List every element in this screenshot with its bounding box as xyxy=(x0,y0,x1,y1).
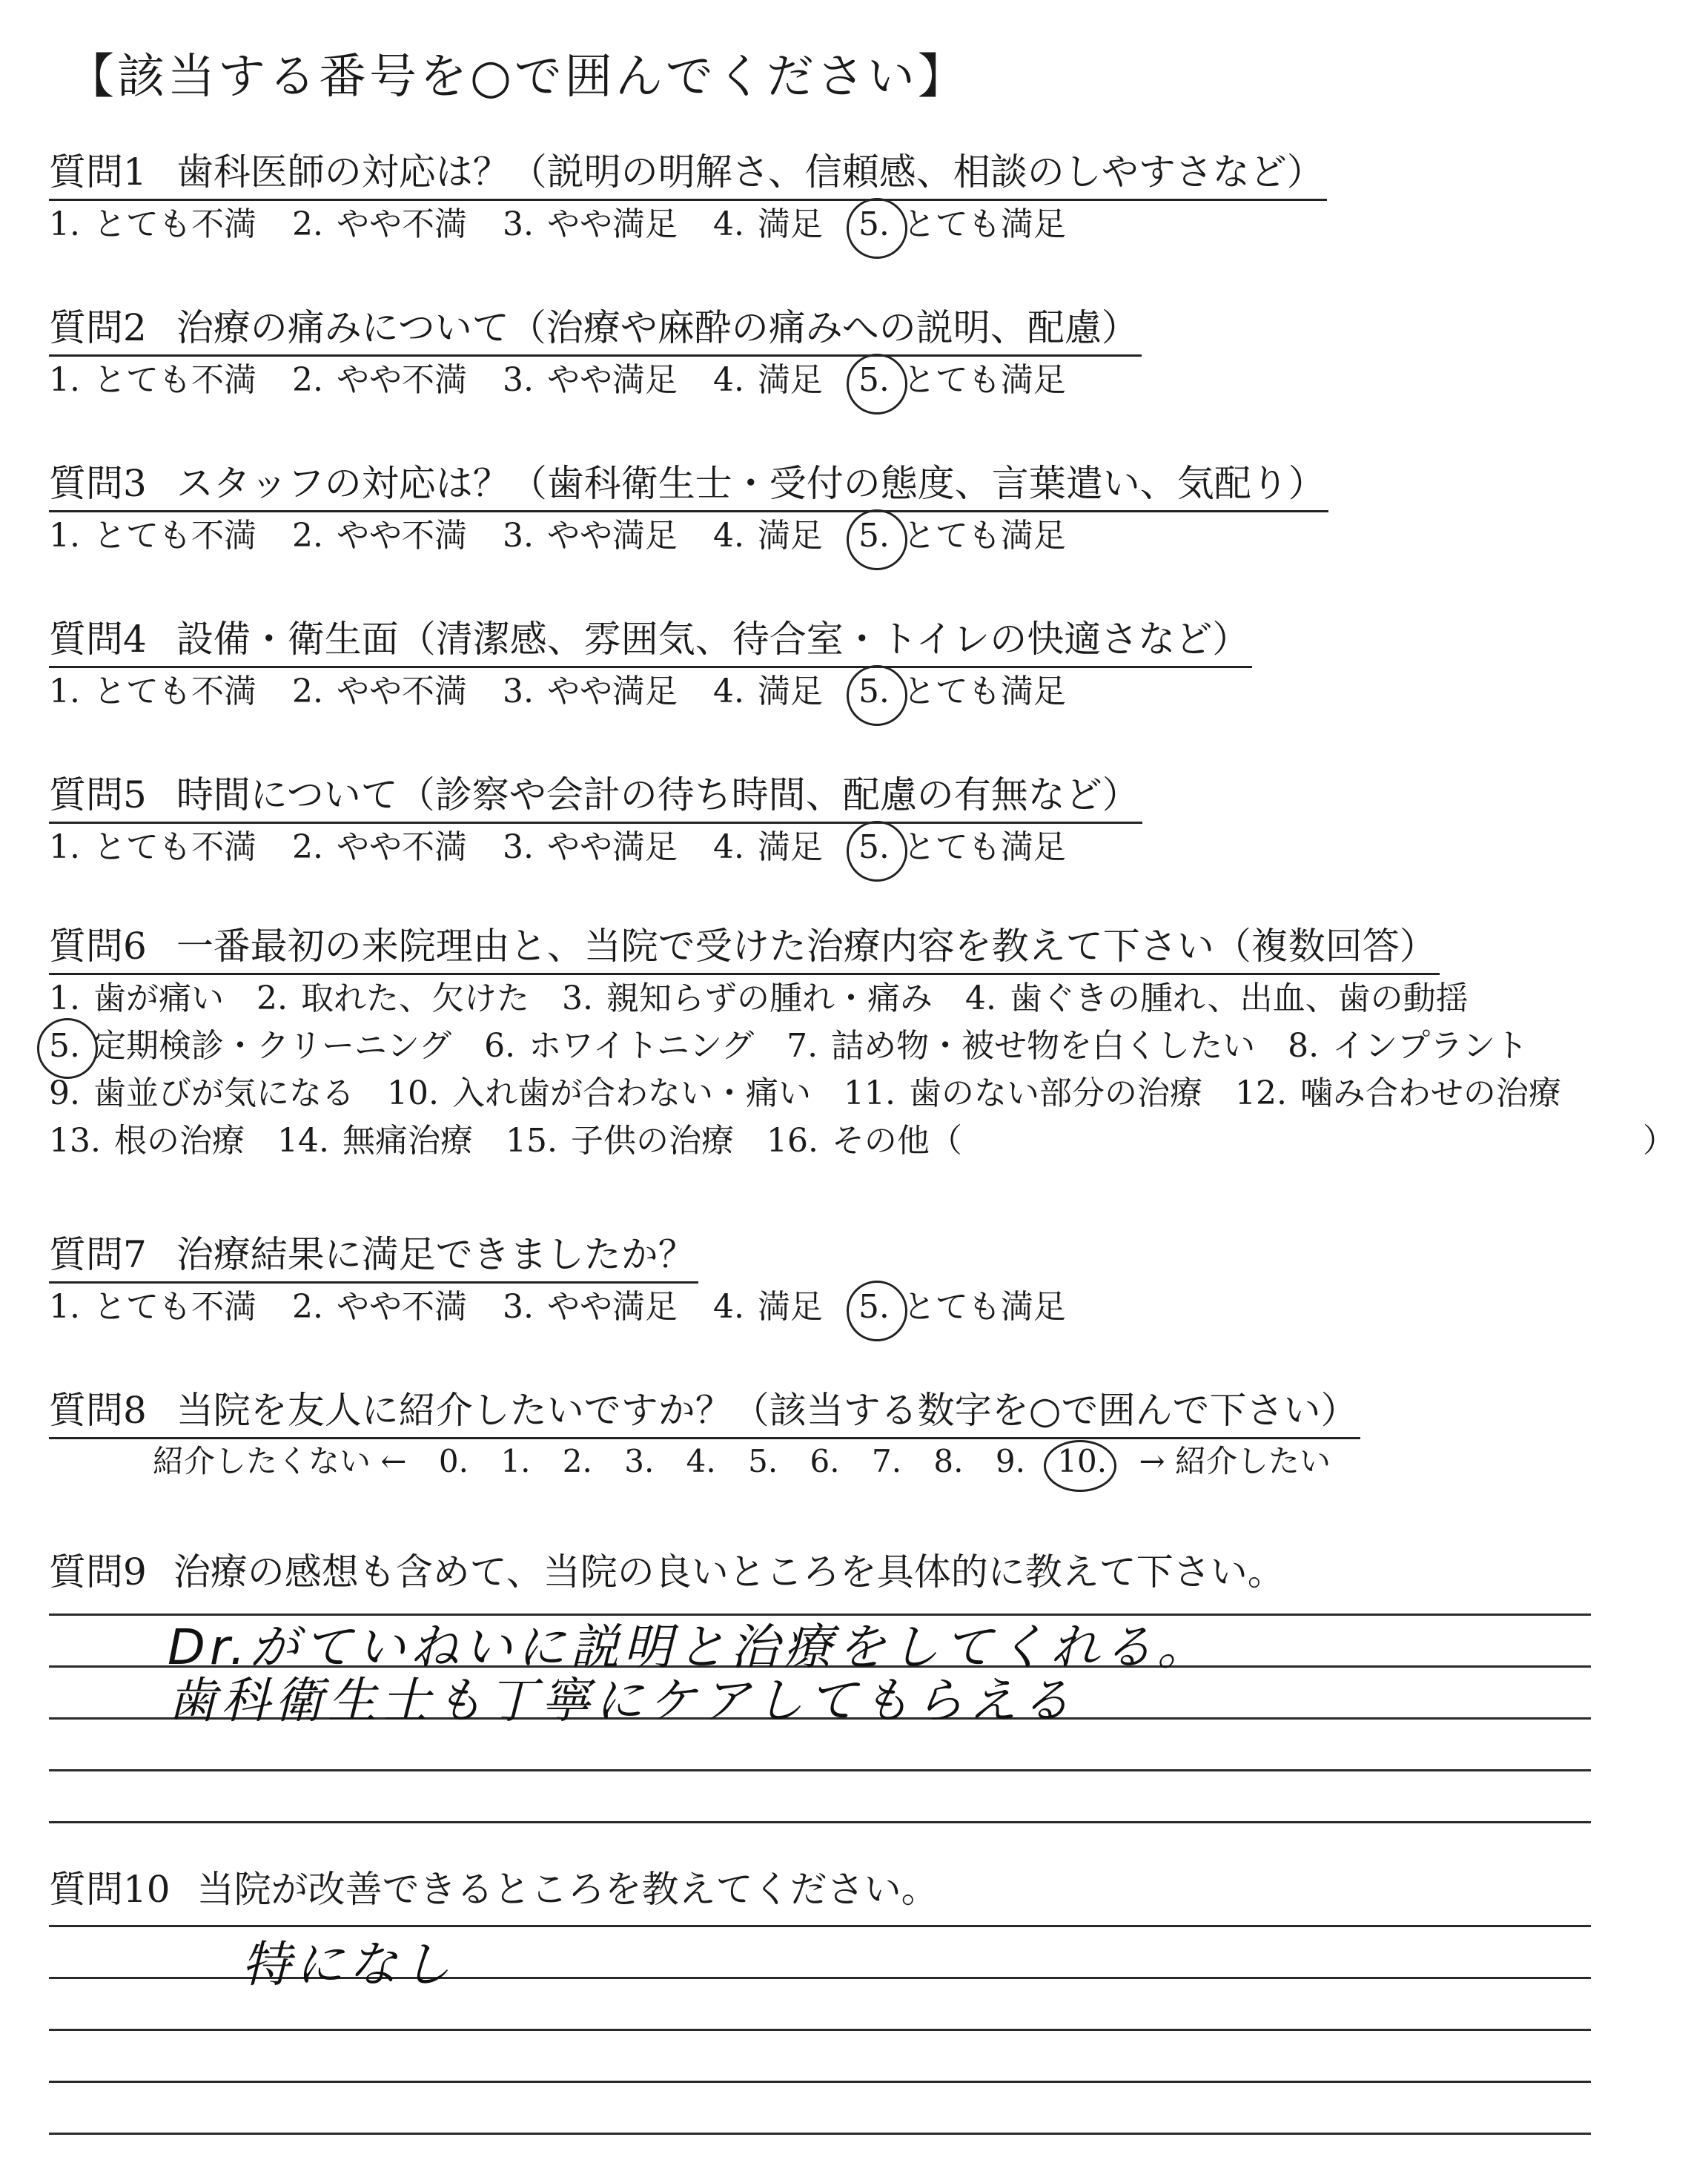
question-2 xyxy=(49,301,1142,403)
option-1[interactable]: 1. とても不満 xyxy=(49,673,256,710)
answer-line xyxy=(49,2081,1591,2083)
option-3[interactable]: 3. やや満足 xyxy=(502,673,678,710)
scale-right-label: → 紹介したい xyxy=(1139,1443,1331,1479)
question-text: 設備・衛生面（清潔感、雰囲気、待合室・トイレの快適さなど） xyxy=(176,618,1250,661)
question-text: 治療の痛みについて（治療や麻酔の痛みへの説明、配慮） xyxy=(176,306,1139,349)
answer-line xyxy=(49,2133,1591,2135)
question-2-options xyxy=(49,358,1142,403)
question-4-options xyxy=(49,670,1252,714)
recommend-scale xyxy=(153,1439,1360,1484)
page-title: 【該当する番号を○で囲んでください】 xyxy=(67,50,968,105)
question-number: 質問9 xyxy=(49,1550,147,1593)
question-number: 質問1 xyxy=(49,151,147,194)
option-1[interactable]: 1. とても不満 xyxy=(49,517,256,555)
scale-0[interactable]: 0. xyxy=(438,1443,469,1479)
option-11[interactable]: 11. 歯のない部分の治療 xyxy=(843,1074,1202,1112)
option-row xyxy=(49,1070,1583,1117)
question-2-heading xyxy=(49,301,1142,357)
option-1[interactable]: 1. 歯が痛い xyxy=(49,980,224,1017)
question-3 xyxy=(49,457,1328,558)
question-1 xyxy=(49,145,1327,247)
option-10[interactable]: 10. 入れ歯が合わない・痛い xyxy=(386,1074,811,1112)
question-1-heading xyxy=(49,145,1327,201)
answer-line xyxy=(49,1769,1591,1771)
option-row xyxy=(49,975,1583,1023)
scale-6[interactable]: 6. xyxy=(810,1443,840,1479)
option-3[interactable]: 3. 親知らずの腫れ・痛み xyxy=(561,980,933,1017)
option-5-selected[interactable]: 5. とても満足 xyxy=(858,1288,1066,1326)
scale-5[interactable]: 5. xyxy=(748,1443,778,1479)
option-4[interactable]: 4. 歯ぐきの腫れ、出血、歯の動揺 xyxy=(964,980,1469,1017)
question-6 xyxy=(49,919,1675,1165)
question-10-heading xyxy=(49,1860,939,1913)
question-4 xyxy=(49,612,1252,714)
question-number: 質問8 xyxy=(49,1389,147,1432)
other-close-paren: ） xyxy=(1643,1122,1675,1160)
option-13[interactable]: 13. 根の治療 xyxy=(49,1122,245,1160)
option-6[interactable]: 6. ホワイトニング xyxy=(484,1027,755,1065)
scale-2[interactable]: 2. xyxy=(562,1443,592,1479)
question-text: 当院を友人に紹介したいですか？（該当する数字を○で囲んで下さい） xyxy=(176,1389,1358,1432)
option-2[interactable]: 2. やや不満 xyxy=(291,517,467,555)
question-text: 治療の感想も含めて、当院の良いところを具体的に教えて下さい。 xyxy=(173,1550,1285,1593)
option-12[interactable]: 12. 噛み合わせの治療 xyxy=(1234,1074,1561,1112)
scale-8[interactable]: 8. xyxy=(933,1443,964,1479)
scale-4[interactable]: 4. xyxy=(686,1443,716,1479)
option-15[interactable]: 15. 子供の治療 xyxy=(505,1122,734,1160)
handwritten-answer-line-1: Dr.がていねいに説明と治療をしてくれる。 xyxy=(168,1619,1211,1676)
question-5 xyxy=(49,768,1142,870)
scale-7[interactable]: 7. xyxy=(871,1443,902,1479)
question-number: 質問4 xyxy=(49,618,147,661)
option-1[interactable]: 1. とても不満 xyxy=(49,1288,256,1326)
answer-line xyxy=(49,1821,1591,1823)
option-9[interactable]: 9. 歯並びが気になる xyxy=(49,1074,354,1112)
option-7[interactable]: 7. 詰め物・被せ物を白くしたい xyxy=(787,1027,1256,1065)
question-text: スタッフの対応は？（歯科衛生士・受付の態度、言葉遣い、気配り） xyxy=(176,462,1325,505)
question-8-heading xyxy=(49,1384,1360,1439)
question-text: 当院が改善できるところを教えてください。 xyxy=(196,1868,939,1911)
question-6-heading xyxy=(49,919,1440,975)
option-4[interactable]: 4. 満足 xyxy=(712,205,823,243)
question-number: 質問3 xyxy=(49,462,147,505)
option-2[interactable]: 2. やや不満 xyxy=(291,205,467,243)
question-5-heading xyxy=(49,768,1142,824)
option-3[interactable]: 3. やや満足 xyxy=(502,1288,678,1326)
question-text: 時間について（診察や会計の待ち時間、配慮の有無など） xyxy=(176,773,1139,816)
option-2[interactable]: 2. やや不満 xyxy=(291,1288,467,1326)
question-5-options xyxy=(49,825,1142,870)
question-text: 治療結果に満足できましたか？ xyxy=(176,1233,695,1276)
option-5-selected[interactable]: 5. とても満足 xyxy=(858,517,1066,555)
question-text: 歯科医師の対応は？（説明の明解さ、信頼感、相談のしやすさなど） xyxy=(176,151,1324,194)
scale-10-selected[interactable]: 10. xyxy=(1057,1443,1108,1479)
option-1[interactable]: 1. とても不満 xyxy=(49,361,256,399)
question-3-options xyxy=(49,514,1328,558)
question-number: 質問10 xyxy=(49,1868,171,1911)
option-5-selected[interactable]: 5. とても満足 xyxy=(858,828,1066,866)
question-number: 質問7 xyxy=(49,1233,147,1276)
option-2[interactable]: 2. やや不満 xyxy=(291,828,467,866)
option-1[interactable]: 1. とても不満 xyxy=(49,205,256,243)
option-3[interactable]: 3. やや満足 xyxy=(502,205,678,243)
handwritten-answer: 特になし xyxy=(242,1936,455,1993)
question-7-heading xyxy=(49,1228,698,1284)
option-4[interactable]: 4. 満足 xyxy=(712,828,823,866)
scale-9[interactable]: 9. xyxy=(995,1443,1025,1479)
option-4[interactable]: 4. 満足 xyxy=(712,673,823,710)
answer-line xyxy=(49,2029,1591,2031)
option-3[interactable]: 3. やや満足 xyxy=(502,361,678,399)
option-row xyxy=(49,1023,1583,1070)
scale-left-label: 紹介したくない ← xyxy=(153,1443,407,1479)
option-5-selected[interactable]: 5. 定期検診・クリーニング xyxy=(49,1027,452,1065)
option-5-selected[interactable]: 5. とても満足 xyxy=(858,205,1066,243)
option-2[interactable]: 2. 取れた、欠けた xyxy=(256,980,529,1017)
question-7-options xyxy=(49,1285,1091,1330)
question-8 xyxy=(49,1384,1360,1484)
option-4[interactable]: 4. 満足 xyxy=(712,517,823,555)
option-1[interactable]: 1. とても不満 xyxy=(49,828,256,866)
option-3[interactable]: 3. やや満足 xyxy=(502,828,678,866)
scale-3[interactable]: 3. xyxy=(624,1443,655,1479)
question-number: 質問5 xyxy=(49,773,147,816)
question-number: 質問6 xyxy=(49,925,147,968)
question-number: 質問2 xyxy=(49,306,147,349)
question-9-heading xyxy=(49,1542,1285,1596)
option-16-other[interactable]: 16. その他（ xyxy=(766,1122,962,1160)
option-8[interactable]: 8. インプラント xyxy=(1288,1027,1529,1065)
option-14[interactable]: 14. 無痛治療 xyxy=(277,1122,473,1160)
option-2[interactable]: 2. やや不満 xyxy=(291,361,467,399)
question-7 xyxy=(49,1228,1091,1330)
option-4[interactable]: 4. 満足 xyxy=(712,361,823,399)
scale-1[interactable]: 1. xyxy=(500,1443,531,1479)
question-1-options xyxy=(49,202,1327,247)
option-3[interactable]: 3. やや満足 xyxy=(502,517,678,555)
option-4[interactable]: 4. 満足 xyxy=(712,1288,823,1326)
question-text: 一番最初の来院理由と、当院で受けた治療内容を教えて下さい（複数回答） xyxy=(176,925,1437,968)
question-3-heading xyxy=(49,457,1328,512)
option-5-selected[interactable]: 5. とても満足 xyxy=(858,673,1066,710)
option-row xyxy=(49,1117,1675,1165)
question-4-heading xyxy=(49,612,1252,668)
handwritten-answer-line-2: 歯科衛生士も丁寧にケアしてもらえる xyxy=(168,1672,1075,1729)
option-5-selected[interactable]: 5. とても満足 xyxy=(858,361,1066,399)
option-2[interactable]: 2. やや不満 xyxy=(291,673,467,710)
question-6-options xyxy=(49,975,1675,1165)
